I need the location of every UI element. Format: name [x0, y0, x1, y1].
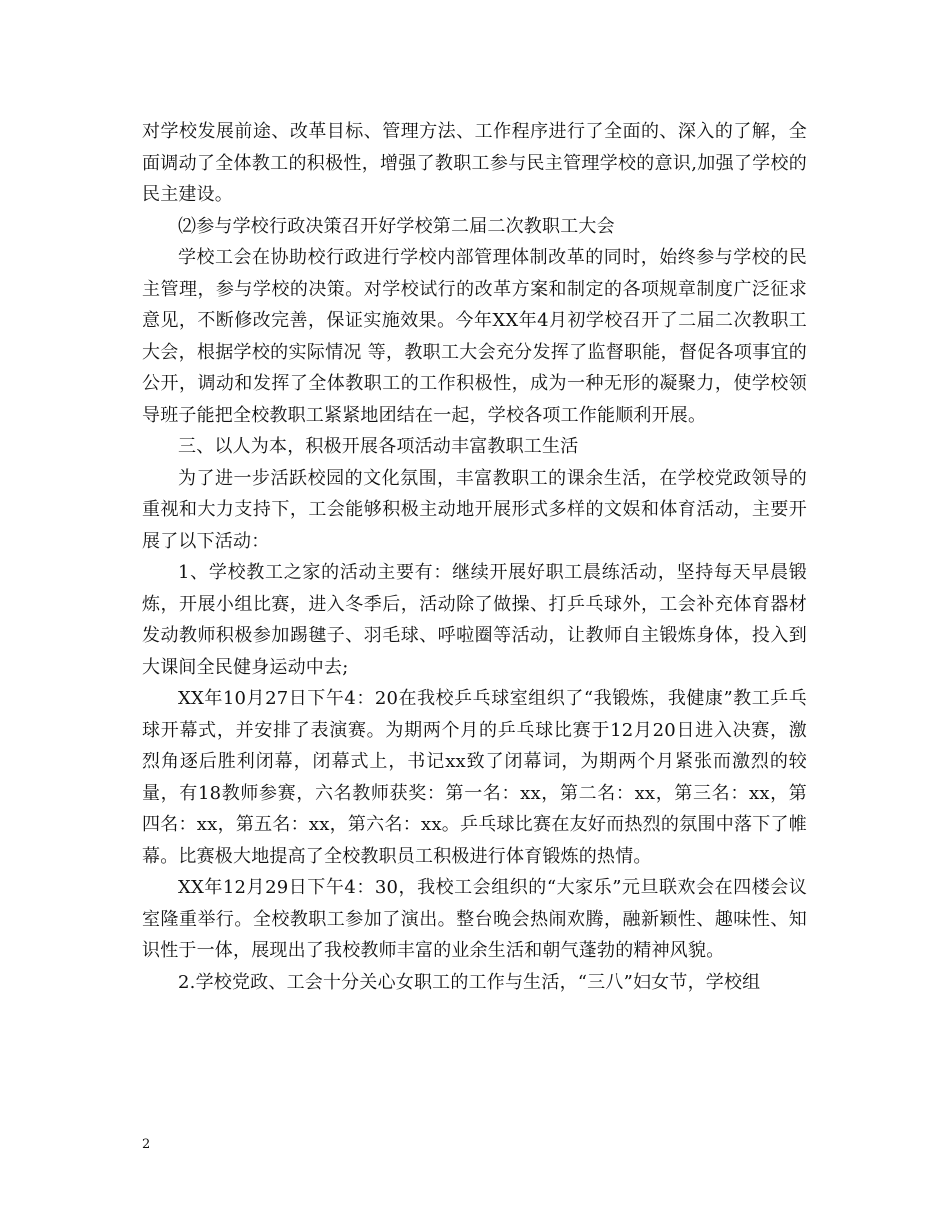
paragraph-2-heading: ⑵参与学校行政决策召开好学校第二届二次教职工大会 — [178, 215, 615, 237]
page-number: 2 — [142, 1137, 151, 1152]
paragraph-8: XX年12月29日下午4：30，我校工会组织的“大家乐”元旦联欢会在四楼会议室隆重举行。全校教职工参加了演出。整台晚会热闹欢腾，融新颖性、趣味性、知识性于一体，展现出了我校教师丰富的业余生活和朝气蓬勃的精神风貌。 — [142, 877, 807, 961]
paragraph-7: XX年10月27日下午4：20在我校乒乓球室组织了“我锻炼，我健康”教工乒乓球开幕式，并安排了表演赛。为期两个月的乒乓球比赛于12月20日进入决赛，激烈角逐后胜利闭幕，闭幕式上，书记xx致了闭幕词，为期两个月紧张而激烈的较量，有18教师参赛，六名教师获奖：第一名：xx，第二名：xx，第三名：xx，第四名：xx，第五名：xx，第六名：xx。乒乓球比赛在友好而热烈的氛围中落下了帷幕。比赛极大地提高了全校教职员工积极进行体育锻炼的热情。 — [142, 688, 807, 867]
paragraph-4-heading: 三、以人为本，积极开展各项活动丰富教职工生活 — [178, 436, 579, 457]
paragraph-1: 对学校发展前途、改革目标、管理方法、工作程序进行了全面的、深入的了解，全面调动了全体教工的积极性，增强了教职工参与民主管理学校的意识,加强了学校的民主建设。 — [142, 121, 807, 205]
paragraph-3: 学校工会在协助校行政进行学校内部管理体制改革的同时，始终参与学校的民主管理，参与学校的决策。对学校试行的改革方案和制定的各项规章制度广泛征求意见，不断修改完善，保证实施效果。今年XX年4月初学校召开了二届二次教职工大会，根据学校的实际情况 等，教职工大会充分发挥了监督职能，督促各项事宜的公开，调动和发挥了全体教职工的工作积极性，成为一种无形的凝聚力，使学校领导班子能把全校教职工紧紧地团结在一起，学校各项工作能顺利开展。 — [142, 247, 807, 426]
paragraph-6: 1、学校教工之家的活动主要有：继续开展好职工晨练活动，坚持每天早晨锻炼，开展小组比赛，进入冬季后，活动除了做操、打乒乓球外，工会补充体育器材发动教师积极参加踢毽子、羽毛球、呼啦圈等活动，让教师自主锻炼身体，投入到大课间全民健身运动中去; — [142, 562, 807, 678]
document-body — [142, 116, 807, 998]
paragraph-9: 2.学校党政、工会十分关心女职工的工作与生活，“三八”妇女节，学校组 — [178, 971, 761, 993]
paragraph-5: 为了进一步活跃校园的文化氛围，丰富教职工的课余生活，在学校党政领导的重视和大力支持下，工会能够积极主动地开展形式多样的文娱和体育活动，主要开展了以下活动： — [142, 467, 807, 552]
